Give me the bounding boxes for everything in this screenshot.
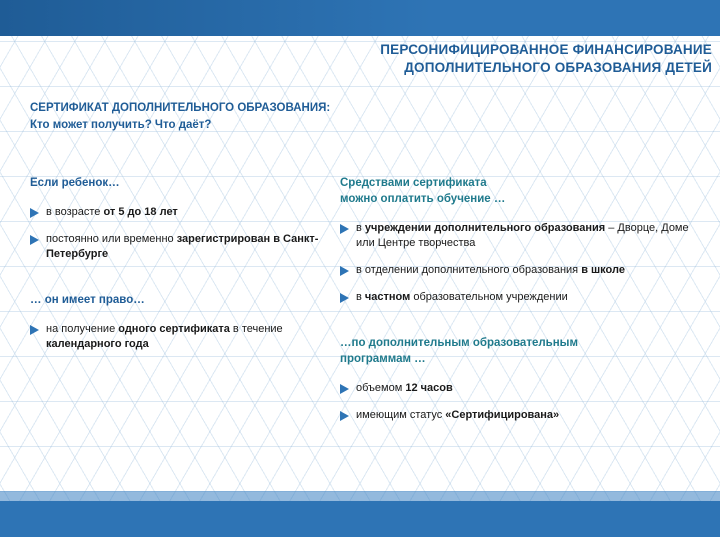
subtitle	[30, 100, 330, 133]
triangle-bullet-icon	[340, 384, 349, 394]
top-band	[0, 0, 720, 36]
list-item	[340, 381, 700, 396]
right-heading-1-line-1: Средствами сертификата	[340, 177, 487, 189]
list-item-text: на получение одного сертификата в течение календарного года	[46, 322, 283, 350]
triangle-bullet-icon	[30, 235, 39, 245]
bottom-accent-strip	[0, 491, 720, 501]
triangle-bullet-icon	[340, 266, 349, 276]
list-item-text: постоянно или временно зарегистрирован в Санкт-Петербурге	[46, 232, 319, 260]
title-line-1: ПЕРСОНИФИЦИРОВАННОЕ ФИНАНСИРОВАНИЕ	[380, 42, 712, 57]
right-heading-2-line-2: программам …	[340, 352, 426, 365]
list-item	[340, 408, 700, 423]
left-column	[30, 175, 320, 363]
list-item-text: объемом 12 часов	[356, 381, 453, 394]
list-item	[30, 232, 320, 262]
list-item	[340, 221, 700, 251]
list-item	[30, 322, 320, 352]
right-heading-1-line-2: можно оплатить обучение …	[340, 193, 506, 206]
right-column	[340, 175, 700, 434]
subtitle-line-2: Кто может получить? Что даёт?	[30, 118, 212, 131]
list-item	[340, 263, 700, 278]
list-item-text: в учреждении дополнительного образования – Дворце, Доме или Центре творчества	[356, 222, 689, 250]
page-title	[152, 41, 712, 77]
triangle-bullet-icon	[340, 293, 349, 303]
triangle-bullet-icon	[340, 224, 349, 234]
right-heading-2	[340, 335, 700, 367]
list-item-text: в возрасте от 5 до 18 лет	[46, 206, 178, 219]
list-item-text: имеющим статус «Сертифицирована»	[356, 408, 560, 421]
subtitle-line-1: СЕРТИФИКАТ ДОПОЛНИТЕЛЬНОГО ОБРАЗОВАНИЯ:	[30, 102, 331, 114]
triangle-bullet-icon	[340, 411, 349, 421]
bottom-band	[0, 501, 720, 537]
triangle-bullet-icon	[30, 208, 39, 218]
list-item-text: в отделении дополнительного образования в школе	[356, 263, 625, 276]
right-heading-2-line-1: …по дополнительным образовательным	[340, 336, 579, 349]
list-item	[30, 205, 320, 220]
left-heading-1: Если ребенок…	[30, 177, 120, 189]
list-item-text: в частном образовательном учреждении	[356, 290, 568, 303]
list-item	[340, 290, 700, 305]
left-heading-2: … он имеет право…	[30, 293, 145, 306]
triangle-bullet-icon	[30, 325, 39, 335]
title-line-2: ДОПОЛНИТЕЛЬНОГО ОБРАЗОВАНИЯ ДЕТЕЙ	[404, 60, 712, 76]
right-heading-1	[340, 175, 700, 207]
